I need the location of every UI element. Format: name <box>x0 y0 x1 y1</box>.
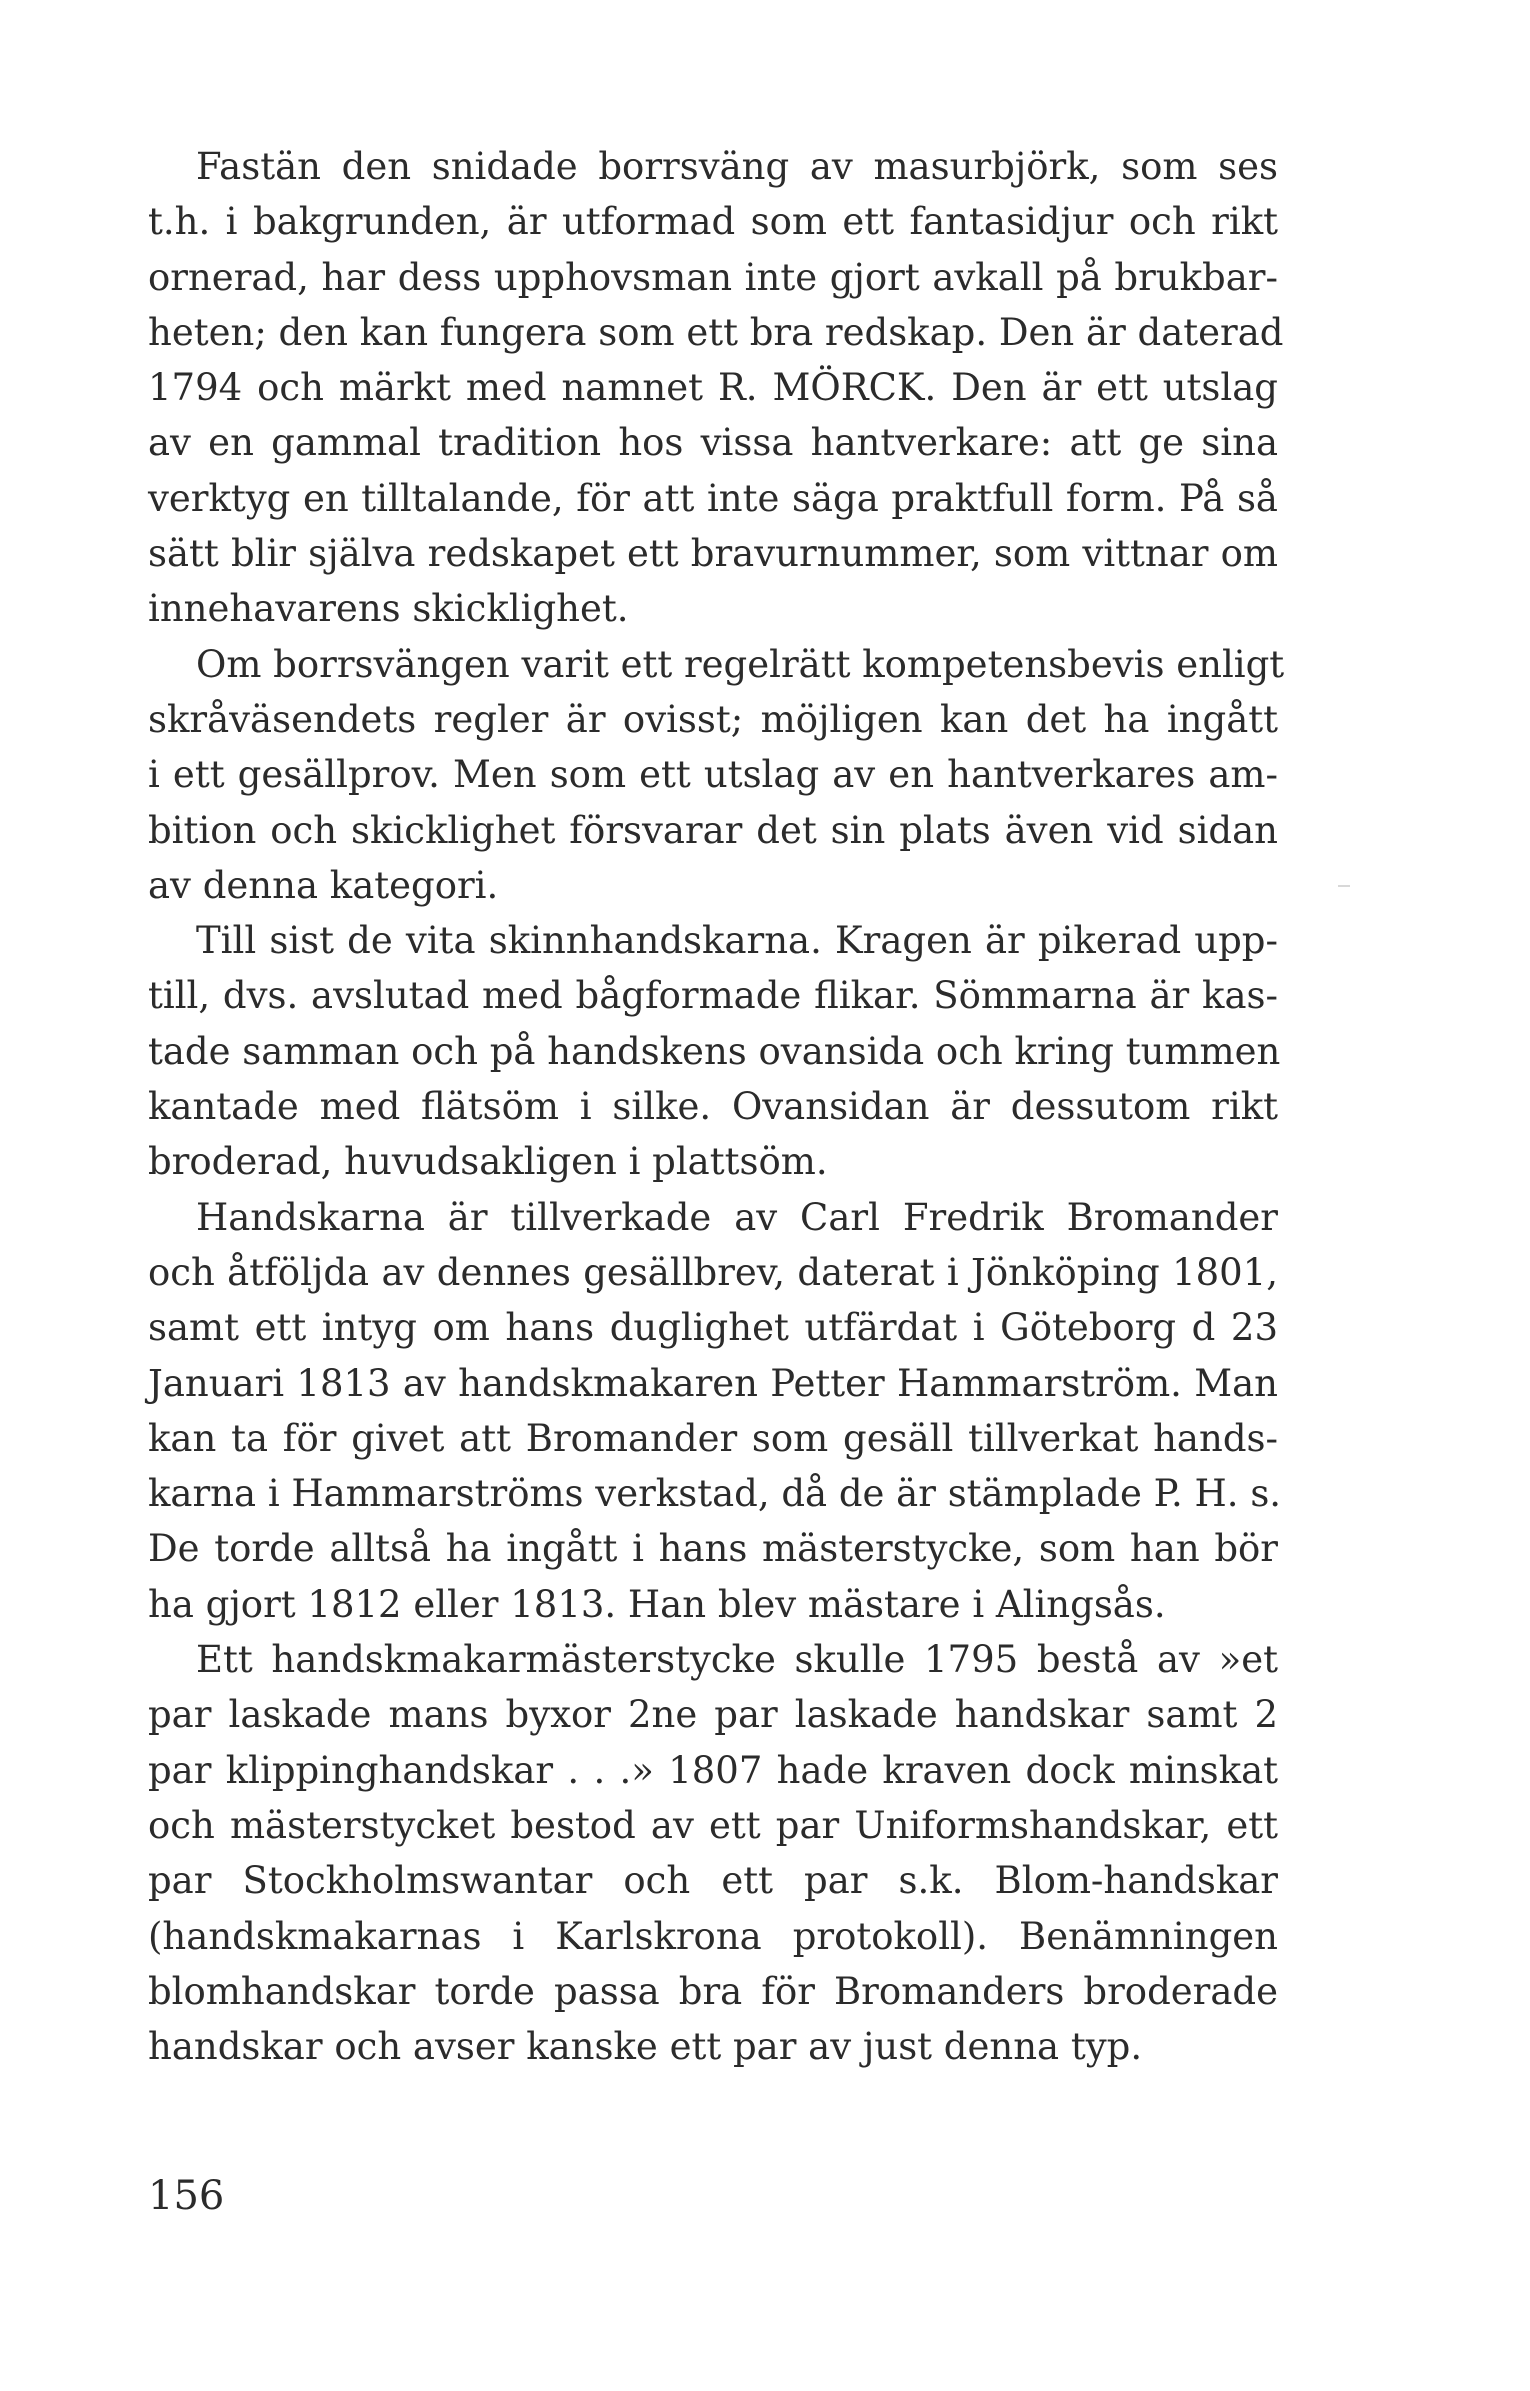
text-line: och åtföljda av dennes gesällbrev, daterat i Jönköping 1801, <box>148 1250 1278 1294</box>
text-line: par klippinghandskar . . .» 1807 hade kraven dock minskat <box>148 1748 1278 1792</box>
text-line: innehavarens skicklighet. <box>148 587 629 631</box>
text-line: tade samman och på handskens ovansida och kring tummen <box>148 1029 1281 1073</box>
paragraph-4 <box>148 1190 1282 1632</box>
text-line: kantade med flätsöm i silke. Ovansidan är dessutom rikt <box>148 1085 1278 1129</box>
text-line: Januari 1813 av handskmakaren Petter Hammarström. Man <box>148 1361 1278 1405</box>
paragraph-2 <box>148 637 1285 913</box>
paragraph-3 <box>148 913 1281 1189</box>
text-line: samt ett intyg om hans duglighet utfärdat i Göteborg d 23 <box>148 1306 1278 1350</box>
text-line: av en gammal tradition hos vissa hantverkare: att ge sina <box>148 421 1278 465</box>
text-line: handskar och avser kanske ett par av just denna typ. <box>148 2025 1143 2069</box>
text-line: (handskmakarnas i Karlskrona protokoll). Benämningen <box>148 1914 1278 1958</box>
text-line: i ett gesällprov. Men som ett utslag av en hantverkares am- <box>148 753 1278 797</box>
text-line: sätt blir själva redskapet ett bravurnummer, som vittnar om <box>148 532 1278 576</box>
scan-speck <box>1338 885 1350 887</box>
text-line: till, dvs. avslutad med bågformade flikar. Sömmarna är kas- <box>148 974 1278 1018</box>
text-line: Fastän den snidade borrsväng av masurbjörk, som ses <box>196 145 1278 188</box>
body-text <box>148 139 1285 2074</box>
text-line: t.h. i bakgrunden, är utformad som ett fantasidjur och rikt <box>148 200 1278 244</box>
text-line: Om borrsvängen varit ett regelrätt kompetensbevis enligt <box>196 642 1285 686</box>
text-line: av denna kategori. <box>148 863 499 907</box>
text-line: bition och skicklighet försvarar det sin plats även vid sidan <box>148 808 1278 852</box>
text-line: Handskarna är tillverkade av Carl Fredrik Bromander <box>196 1195 1278 1239</box>
text-line: par Stockholmswantar och ett par s.k. Blom-handskar <box>148 1859 1278 1903</box>
text-line: ha gjort 1812 eller 1813. Han blev mästare i Alingsås. <box>148 1582 1166 1626</box>
text-line: Till sist de vita skinnhandskarna. Kragen är pikerad upp- <box>196 919 1278 963</box>
paragraph-5 <box>148 1632 1278 2074</box>
text-line: karna i Hammarströms verkstad, då de är stämplade P. H. s. <box>148 1472 1282 1516</box>
text-line: blomhandskar torde passa bra för Bromanders broderade <box>148 1969 1278 2013</box>
text-line: verktyg en tilltalande, för att inte säga praktfull form. På så <box>148 476 1278 520</box>
paragraph-1 <box>148 139 1284 637</box>
text-line: Ett handskmakarmästerstycke skulle 1795 bestå av »et <box>196 1638 1278 1682</box>
text-line: De torde alltså ha ingått i hans mästerstycke, som han bör <box>148 1527 1278 1571</box>
text-line: skråväsendets regler är ovisst; möjligen kan det ha ingått <box>148 697 1278 741</box>
text-line: kan ta för givet att Bromander som gesäll tillverkat hands- <box>148 1416 1278 1460</box>
text-line: heten; den kan fungera som ett bra redskap. Den är daterad <box>148 310 1284 354</box>
text-line: och mästerstycket bestod av ett par Uniformshandskar, ett <box>148 1803 1278 1847</box>
text-line: 1794 och märkt med namnet R. MÖRCK. Den är ett utslag <box>148 366 1278 410</box>
text-line: ornerad, har dess upphovsman inte gjort avkall på brukbar- <box>148 255 1278 299</box>
text-line: broderad, huvudsakligen i plattsöm. <box>148 1140 828 1184</box>
text-line: par laskade mans byxor 2ne par laskade handskar samt 2 <box>148 1693 1278 1737</box>
page-number: 156 <box>148 2173 225 2219</box>
